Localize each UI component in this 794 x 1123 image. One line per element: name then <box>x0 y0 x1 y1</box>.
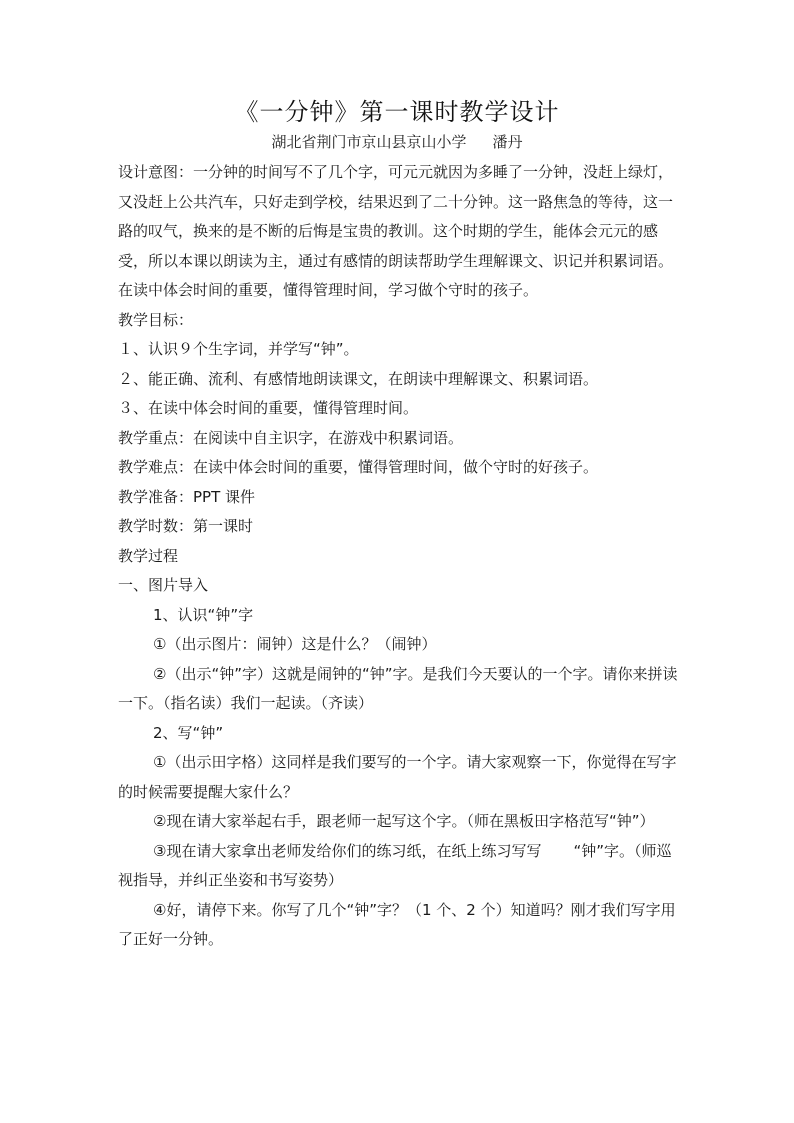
school-name: 湖北省荆门市京山县京山小学 <box>271 133 467 151</box>
goal-item: ３、在读中体会时间的重要，懂得管理时间。 <box>118 399 419 417</box>
step-item <box>118 837 678 896</box>
author-line <box>0 131 794 152</box>
difficulty: 教学难点：在读中体会时间的重要，懂得管理时间，做个守时的好孩子。 <box>118 458 599 476</box>
goal-item: ２、能正确、流利、有感情地朗读课文，在朗读中理解课文、积累词语。 <box>118 369 599 388</box>
step-item: ②现在请大家举起右手，跟老师一起写这个字。（师在黑板田字格范写“钟”） <box>153 812 655 830</box>
step-item-part: ③现在请大家拿出老师发给你们的练习纸，在纸上练习写写 <box>153 841 542 860</box>
page-title: 《一分钟》第一课时教学设计 <box>234 98 560 126</box>
preparation: 教学准备：PPT 课件 <box>118 487 256 506</box>
step-item: ①（出示田字格）这同样是我们要写的一个字。请大家观察一下，你觉得在写字的时候需要提醒大家什么？ <box>118 753 677 801</box>
step-heading: 2、写“钟” <box>153 723 224 742</box>
design-intent: 设计意图：一分钟的时间写不了几个字，可元元就因为多睡了一分钟，没赶上绿灯，又没赶上公共汽车，只好走到学校，结果迟到了二十分钟。这一路焦急的等待，这一路的叹气，换来的是不断的后悔是宝贵的教训。这个时期的学生，能体会元元的感受，所以本课以朗读为主，通过有感情的朗读帮助学生理解课文、识记并积累词语。在读中体会时间的重要，懂得管理时间，学习做个守时的孩子。 <box>118 163 674 299</box>
section-heading: 一、图片导入 <box>118 576 209 594</box>
key-point: 教学重点：在阅读中自主识字，在游戏中积累词语。 <box>118 428 464 447</box>
author-name: 潘丹 <box>492 133 523 151</box>
periods: 教学时数：第一课时 <box>118 517 254 535</box>
step-item: ①（出示图片：闹钟）这是什么？（闹钟） <box>153 635 437 653</box>
document-body <box>118 158 678 955</box>
step-item: ②（出示“钟”字）这就是闹钟的“钟”字。是我们今天要认的一个字。请你来拼读一下。（指名读）我们一起读。（齐读） <box>118 664 678 712</box>
process-label: 教学过程 <box>118 546 179 565</box>
step-heading: 1、认识“钟”字 <box>153 605 254 624</box>
goal-item: １、认识９个生字词，并学写“钟”。 <box>118 340 359 358</box>
goals-label: 教学目标： <box>118 310 194 329</box>
step-item: ④好，请停下来。你写了几个“钟”字？（1 个、2 个）知道吗？刚才我们写字用了正好一分钟。 <box>118 900 676 948</box>
step-item-part: “钟”字。（师巡视指导，并纠正坐姿和书写姿势） <box>118 841 672 889</box>
